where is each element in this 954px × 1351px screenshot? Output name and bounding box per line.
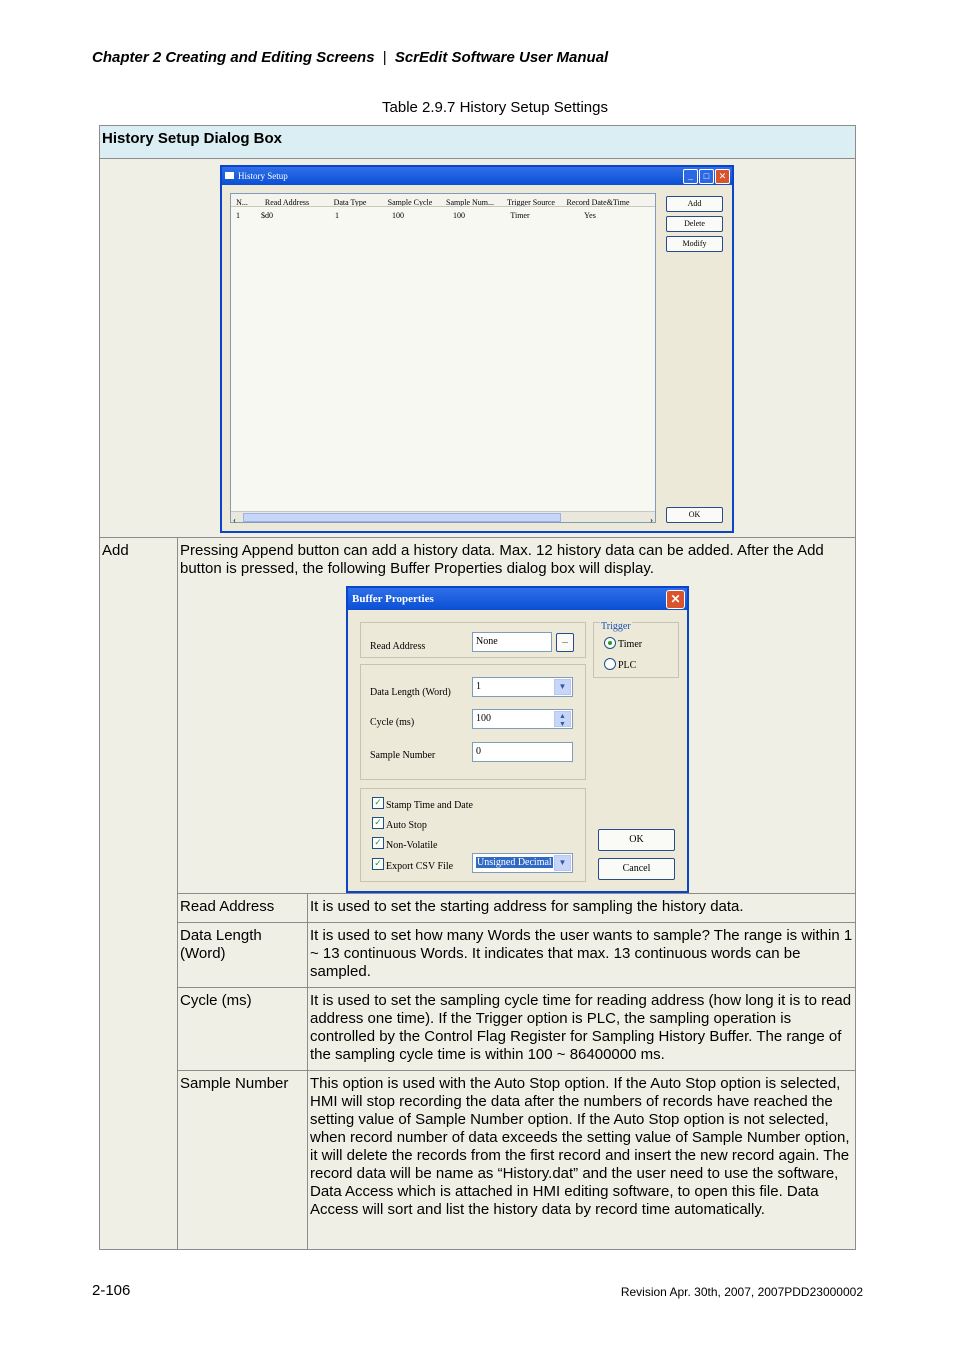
row-sample-cycle: 100: [392, 211, 404, 219]
cycle-label: Cycle (ms): [370, 717, 415, 728]
trigger-plc-radio[interactable]: [604, 658, 616, 670]
history-list[interactable]: [230, 193, 656, 523]
modify-button[interactable]: Modify: [666, 236, 723, 252]
ok-button[interactable]: OK: [666, 507, 723, 523]
export-csv-checkbox[interactable]: ✓: [372, 858, 384, 870]
chevron-down-icon[interactable]: ▼: [554, 855, 571, 871]
delete-button[interactable]: Delete: [666, 216, 723, 232]
buffer-title: Buffer Properties: [352, 593, 434, 605]
table-heading: History Setup Dialog Box: [100, 126, 856, 159]
chapter-header: [92, 49, 608, 66]
history-title-bar: [222, 167, 732, 185]
trigger-timer-radio[interactable]: [604, 637, 616, 649]
sample-number-desc: This option is used with the Auto Stop option. If the Auto Stop option is selected, HMI will stop recording the data after the numbers of records have reached the setting value of Sample Number option. If the Auto Stop option is not selected, when record number of data exceeds the setting value of Sample Number option, it will delete the records from the first record and insert the new record again. The record data will be name as “History.dat” and the user need to use the software, Data Access which is attached in HMI editing software, to open this file. Data Access will sort and list the history data by record time automatically.: [308, 1071, 856, 1250]
window-icon: [225, 172, 234, 179]
stamp-checkbox[interactable]: ✓: [372, 797, 384, 809]
add-label: Add: [100, 538, 178, 1250]
ok-button[interactable]: OK: [598, 829, 675, 851]
col-trigger-source[interactable]: Trigger Source: [507, 198, 555, 206]
maximize-icon[interactable]: □: [699, 169, 714, 184]
close-icon[interactable]: ✕: [666, 590, 685, 609]
row-sample-num: 100: [453, 211, 465, 219]
history-setup-dialog: [220, 165, 734, 533]
data-length-dropdown[interactable]: [472, 677, 573, 697]
col-data-type[interactable]: Data Type: [333, 198, 367, 206]
history-list-header: [231, 194, 655, 207]
cancel-button[interactable]: Cancel: [598, 858, 675, 880]
minimize-icon[interactable]: _: [683, 169, 698, 184]
sample-number-input[interactable]: 0: [472, 742, 573, 762]
row-no: 1: [236, 211, 240, 219]
row-data-type: 1: [335, 211, 339, 219]
cycle-stepper[interactable]: [472, 709, 573, 729]
scroll-right-icon[interactable]: ›: [650, 515, 653, 525]
export-format-dropdown[interactable]: [472, 853, 573, 873]
export-csv-label: Export CSV File: [386, 861, 454, 872]
data-length-label: Data Length (Word): [370, 687, 451, 698]
cycle-value: 100: [476, 713, 491, 724]
history-title: History Setup: [238, 171, 288, 181]
col-no[interactable]: N...: [236, 198, 248, 206]
read-address-label: Read Address: [370, 641, 426, 652]
export-format-value: Unsigned Decimal: [477, 857, 552, 868]
page-number: 2-106: [92, 1282, 131, 1299]
header-separator: |: [382, 49, 387, 66]
auto-stop-checkbox[interactable]: ✓: [372, 817, 384, 829]
add-description: Pressing Append button can add a history data. Max. 12 history data can be added. After the Add button is pressed, the following Buffer Properties dialog box will display.: [180, 542, 824, 577]
read-address-desc: It is used to set the starting address for sampling the history data.: [308, 894, 856, 923]
scroll-left-icon[interactable]: ‹: [233, 515, 236, 525]
data-length-desc: It is used to set how many Words the user wants to sample? The range is within 1 ~ 13 continuous Words. It indicates that max. 13 continuous words can be sampled.: [308, 923, 856, 988]
read-address-input[interactable]: None: [472, 632, 552, 652]
col-read-address[interactable]: Read Address: [264, 198, 310, 206]
history-dialog-cell: [100, 159, 856, 538]
trigger-timer-label: Timer: [618, 639, 643, 650]
manual-title: ScrEdit Software User Manual: [394, 49, 609, 66]
non-volatile-label: Non-Volatile: [386, 840, 438, 851]
col-record-date[interactable]: Record Date&Time: [566, 198, 630, 206]
sample-number-term: Sample Number: [178, 1071, 308, 1250]
buffer-properties-dialog: [346, 586, 689, 893]
scroll-thumb[interactable]: [243, 513, 561, 522]
row-trigger-source: Timer: [510, 211, 530, 219]
close-icon[interactable]: ✕: [715, 169, 730, 184]
data-length-value: 1: [476, 681, 481, 692]
sample-number-label: Sample Number: [370, 750, 436, 761]
add-button[interactable]: Add: [666, 196, 723, 212]
cycle-term: Cycle (ms): [178, 988, 308, 1071]
chevron-down-icon[interactable]: ▼: [554, 679, 571, 695]
non-volatile-checkbox[interactable]: ✓: [372, 837, 384, 849]
browse-button[interactable]: ...: [556, 633, 574, 652]
buffer-title-bar: [348, 588, 687, 610]
col-sample-num[interactable]: Sample Num...: [446, 198, 494, 206]
read-address-term: Read Address: [178, 894, 308, 923]
cycle-desc: It is used to set the sampling cycle time for reading address (how long it is to read address one time). If the Trigger option is PLC, the sampling operation is controlled by the Control Flag Register for Sampling History Buffer. The range of the sampling cycle time is within 100 ~ 86400000 ms.: [308, 988, 856, 1071]
chapter-title: Chapter 2 Creating and Editing Screens: [92, 49, 375, 66]
table-row[interactable]: [231, 207, 655, 219]
auto-stop-label: Auto Stop: [386, 820, 427, 831]
horizontal-scrollbar[interactable]: [231, 511, 655, 525]
revision-note: Revision Apr. 30th, 2007, 2007PDD23000002: [620, 1285, 863, 1299]
add-description-cell: [178, 538, 856, 894]
stamp-label: Stamp Time and Date: [386, 800, 473, 811]
trigger-plc-label: PLC: [618, 660, 637, 671]
trigger-label: Trigger: [600, 618, 632, 636]
data-length-term: Data Length (Word): [178, 923, 308, 988]
row-read-address: $d0: [261, 211, 273, 219]
col-sample-cycle[interactable]: Sample Cycle: [387, 198, 433, 206]
row-record-date: Yes: [584, 211, 596, 219]
table-caption: Table 2.9.7 History Setup Settings: [382, 99, 608, 116]
settings-table: [99, 125, 856, 1250]
stepper-icon[interactable]: ▲ ▼: [554, 711, 571, 727]
